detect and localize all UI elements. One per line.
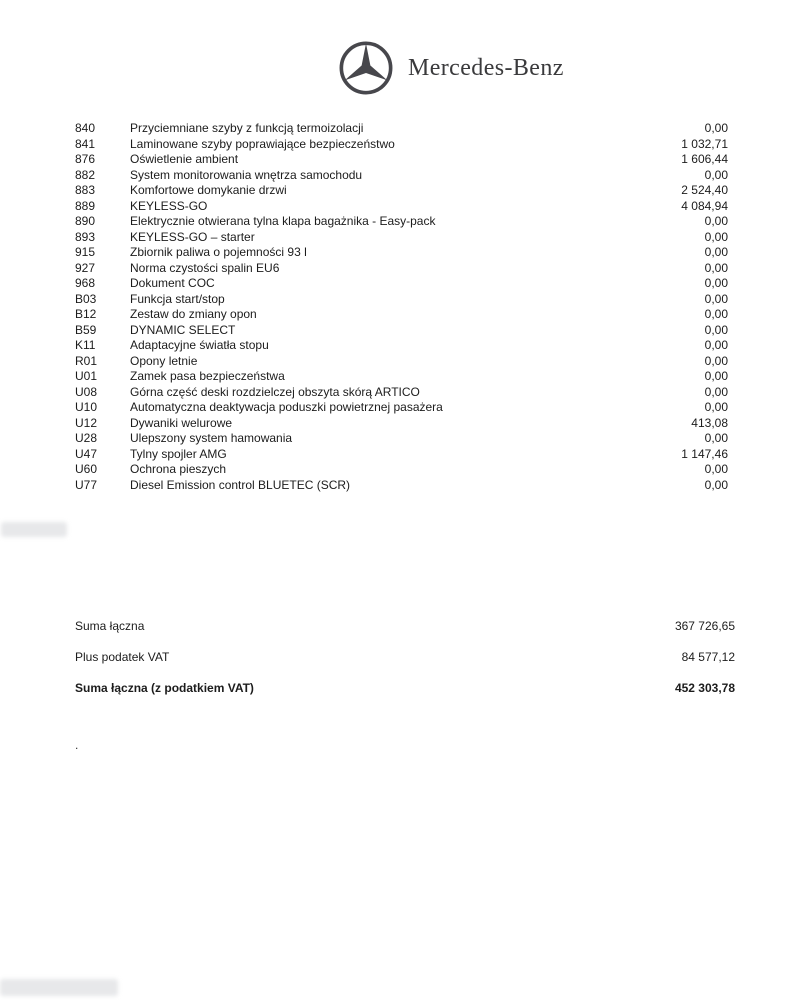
option-price: 0,00 [704, 431, 728, 445]
option-price: 0,00 [704, 307, 728, 321]
option-row [75, 369, 728, 385]
option-row [75, 416, 728, 432]
option-price: 0,00 [704, 214, 728, 228]
option-label: Diesel Emission control BLUETEC (SCR) [130, 477, 351, 492]
option-row [75, 261, 728, 277]
option-row [75, 183, 728, 199]
option-label: Zbiornik paliwa o pojemności 93 l [130, 245, 307, 259]
option-row [75, 230, 728, 246]
option-code: 968 [75, 276, 96, 290]
option-code: U12 [75, 415, 98, 430]
options-table [75, 121, 728, 493]
option-price: 0,00 [704, 260, 728, 275]
option-price: 0,00 [704, 229, 728, 244]
option-row [75, 121, 728, 137]
watermark-smudge [0, 979, 118, 996]
option-label: Ulepszony system hamowania [130, 431, 293, 445]
option-price: 0,00 [704, 353, 728, 368]
option-label: Norma czystości spalin EU6 [130, 260, 280, 275]
option-code: B12 [75, 307, 97, 321]
option-label: System monitorowania wnętrza samochodu [130, 167, 363, 182]
option-label: KEYLESS-GO – starter [130, 229, 255, 244]
option-code: 841 [75, 136, 96, 151]
summary-section [75, 619, 735, 712]
option-row [75, 199, 728, 215]
option-code: 882 [75, 167, 96, 182]
summary-value: 367 726,65 [674, 619, 735, 633]
option-code: U08 [75, 384, 98, 399]
option-row [75, 431, 728, 447]
option-price: 0,00 [704, 121, 728, 135]
option-code: U47 [75, 446, 98, 461]
option-label: Funkcja start/stop [130, 291, 225, 306]
option-price: 1 147,46 [681, 446, 728, 461]
option-label: Dokument COC [130, 276, 215, 290]
option-code: U60 [75, 462, 98, 476]
option-row [75, 137, 728, 153]
summary-value: 84 577,12 [681, 650, 735, 664]
option-price: 2 524,40 [681, 183, 728, 197]
option-label: Komfortowe domykanie drzwi [130, 183, 287, 197]
option-code: U77 [75, 477, 98, 492]
option-row [75, 152, 728, 168]
option-label: Elektrycznie otwierana tylna klapa bagażnika - Easy-pack [130, 214, 436, 228]
summary-label: Suma łączna [75, 619, 145, 633]
option-code: 927 [75, 260, 96, 275]
option-code: U01 [75, 369, 98, 383]
option-label: Zamek pasa bezpieczeństwa [130, 369, 285, 383]
option-price: 4 084,94 [681, 198, 728, 213]
option-label: Zestaw do zmiany opon [130, 307, 257, 321]
option-row [75, 478, 728, 494]
option-price: 0,00 [704, 245, 728, 259]
option-code: 893 [75, 229, 96, 244]
option-label: Tylny spojler AMG [130, 446, 227, 461]
option-code: 840 [75, 121, 96, 135]
mercedes-star-icon [338, 40, 394, 96]
option-code: 890 [75, 214, 96, 228]
option-row [75, 307, 728, 323]
option-code: 889 [75, 198, 96, 213]
option-price: 0,00 [704, 400, 728, 414]
option-price: 1 606,44 [681, 152, 728, 166]
option-code: K11 [75, 338, 96, 352]
option-price: 0,00 [704, 477, 728, 492]
option-code: 883 [75, 183, 96, 197]
option-row [75, 292, 728, 308]
option-row [75, 338, 728, 354]
option-price: 0,00 [704, 338, 728, 352]
option-price: 0,00 [704, 276, 728, 290]
option-row [75, 245, 728, 261]
option-price: 413,08 [691, 415, 728, 430]
option-price: 0,00 [704, 291, 728, 306]
option-row [75, 168, 728, 184]
summary-row [75, 681, 735, 696]
option-label: Automatyczna deaktywacja poduszki powietrznej pasażera [130, 400, 443, 414]
summary-label: Plus podatek VAT [75, 650, 170, 664]
summary-label: Suma łączna (z podatkiem VAT) [75, 681, 254, 695]
option-price: 0,00 [704, 369, 728, 383]
option-label: Adaptacyjne światła stopu [130, 338, 269, 352]
option-label: KEYLESS-GO [130, 198, 208, 213]
brand-wordmark: Mercedes-Benz [408, 54, 564, 81]
option-row [75, 462, 728, 478]
option-code: 876 [75, 152, 96, 166]
option-row [75, 354, 728, 370]
brand-header [338, 40, 564, 96]
option-price: 0,00 [704, 322, 728, 337]
watermark-smudge [1, 522, 67, 537]
option-row [75, 447, 728, 463]
option-price: 0,00 [704, 167, 728, 182]
option-price: 0,00 [704, 384, 728, 399]
option-price: 1 032,71 [681, 136, 728, 151]
option-row [75, 323, 728, 339]
option-code: B59 [75, 322, 97, 337]
option-row [75, 214, 728, 230]
option-label: Laminowane szyby poprawiające bezpieczeństwo [130, 136, 395, 151]
summary-row [75, 650, 735, 665]
option-row [75, 400, 728, 416]
summary-value: 452 303,78 [674, 681, 735, 695]
option-label: Opony letnie [130, 353, 198, 368]
option-label: Ochrona pieszych [130, 462, 227, 476]
option-code: U10 [75, 400, 98, 414]
option-code: U28 [75, 431, 98, 445]
option-label: Przyciemniane szyby z funkcją termoizolacji [130, 121, 364, 135]
option-label: Oświetlenie ambient [130, 152, 239, 166]
option-label: Dywaniki welurowe [130, 415, 233, 430]
option-label: DYNAMIC SELECT [130, 322, 236, 337]
option-price: 0,00 [704, 462, 728, 476]
option-code: 915 [75, 245, 96, 259]
option-code: R01 [75, 353, 98, 368]
option-row [75, 385, 728, 401]
stray-period: . [75, 738, 79, 752]
option-row [75, 276, 728, 292]
option-code: B03 [75, 291, 97, 306]
summary-row [75, 619, 735, 634]
option-label: Górna część deski rozdzielczej obszyta skórą ARTICO [130, 384, 420, 399]
